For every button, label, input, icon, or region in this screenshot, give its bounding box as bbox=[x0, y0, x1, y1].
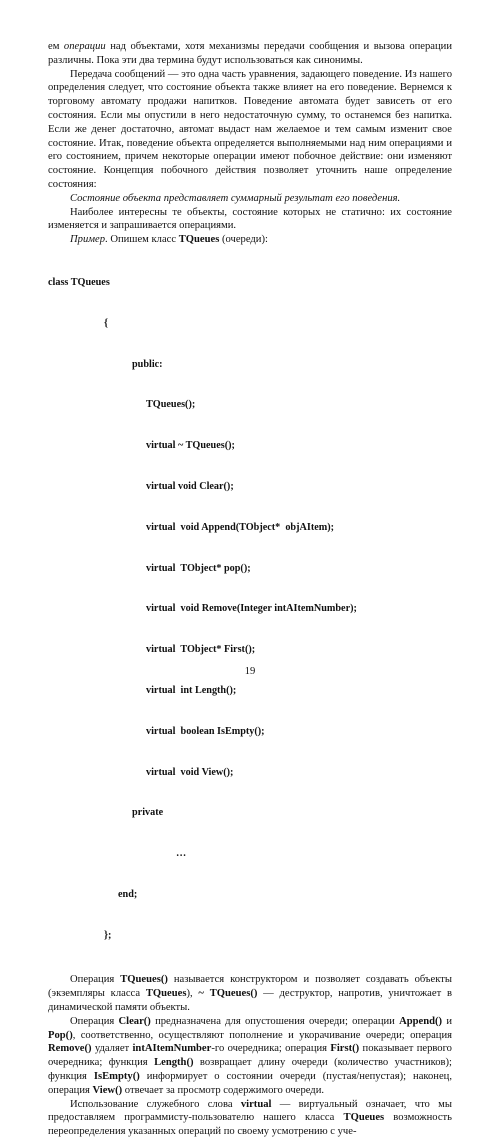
page-body bbox=[48, 40, 452, 1139]
code-term: First() bbox=[330, 1043, 360, 1055]
code-term: TQueues bbox=[145, 988, 187, 1000]
code-term: View() bbox=[92, 1084, 123, 1096]
text-run: показывает первого очередника; функция bbox=[48, 1043, 452, 1069]
text-run: -го очередника; операция bbox=[211, 1043, 331, 1055]
code-term: Remove() bbox=[48, 1043, 92, 1055]
code-term: Length() bbox=[154, 1057, 194, 1069]
code-line: virtual TObject* pop(); bbox=[146, 562, 251, 574]
paragraph-interesting-objects: Наиболее интересны те объекты, состояние которых не статично: их состояние изменяется и запрашивается операциями. bbox=[48, 206, 452, 232]
code-line: virtual void Remove(Integer intAItemNumber); bbox=[146, 603, 357, 615]
paragraph-constructor bbox=[48, 973, 452, 1014]
code-term: virtual bbox=[240, 1098, 272, 1110]
code-line: class TQueues bbox=[48, 277, 110, 289]
code-line: virtual void Append(TObject* objAItem); bbox=[146, 521, 335, 533]
definition-italic bbox=[48, 192, 452, 206]
text-run: Использование служебного слова bbox=[70, 1098, 241, 1110]
code-line: … bbox=[176, 848, 187, 860]
text-run: . Опишем класс bbox=[105, 234, 179, 246]
code-line: virtual void View(); bbox=[146, 766, 234, 778]
code-term: IsEmpty() bbox=[93, 1071, 140, 1082]
definition-text: Состояние объекта представляет суммарный результат его поведения. bbox=[70, 192, 401, 204]
class-name: TQueues bbox=[178, 234, 220, 246]
paragraph-example-intro bbox=[48, 233, 452, 247]
code-line: }; bbox=[104, 929, 112, 941]
code-line: virtual TObject* First(); bbox=[146, 644, 256, 656]
text-run: информирует о состоянии очереди (пустая/непустая); наконец, операция bbox=[48, 1071, 452, 1096]
paragraph-operations bbox=[48, 1015, 452, 1098]
text-run: и bbox=[442, 1015, 452, 1027]
code-term: TQueues bbox=[343, 1112, 385, 1124]
text-run: ем bbox=[48, 41, 64, 52]
code-line: end; bbox=[118, 888, 138, 900]
text-run: — виртуальный означает, что мы предоставляем программисту-пользователю нашего класса bbox=[48, 1098, 452, 1124]
text-run: , соответственно, осуществляют пополнение и укорачивание очереди; операция bbox=[72, 1029, 452, 1041]
code-line: virtual void Clear(); bbox=[146, 481, 234, 493]
emphasis-term: операции bbox=[63, 41, 106, 52]
code-line: virtual boolean IsEmpty(); bbox=[146, 725, 265, 737]
text-run: Операция bbox=[70, 1015, 119, 1027]
paragraph-virtual bbox=[48, 1098, 452, 1139]
text-run: ), bbox=[186, 988, 199, 1000]
text-run: Операция bbox=[70, 974, 121, 986]
code-line: { bbox=[104, 317, 109, 329]
paragraph-continuation bbox=[48, 40, 452, 68]
code-line: virtual ~ TQueues(); bbox=[146, 440, 235, 452]
text-run: удаляет bbox=[91, 1043, 133, 1055]
code-line: private bbox=[132, 807, 164, 819]
example-label: Пример bbox=[70, 234, 106, 246]
code-term: intAItemNumber bbox=[132, 1043, 212, 1055]
code-term: Pop() bbox=[48, 1029, 73, 1041]
text-run: (очереди): bbox=[219, 234, 268, 246]
code-line: virtual int Length(); bbox=[146, 684, 237, 696]
text-run: предназначена для опустошения очереди; операции bbox=[150, 1015, 400, 1027]
text-run: отвечает за просмотр содержимого очереди. bbox=[122, 1084, 325, 1096]
text-run: — деструктор, напротив, уничтожает в динамической памяти объекты. bbox=[48, 988, 452, 1014]
code-term: Clear() bbox=[118, 1015, 151, 1027]
code-term: TQueues() bbox=[120, 974, 168, 986]
paragraph-message-passing: Передача сообщений — это одна часть уравнения, задающего поведение. Из нашего определения следует, что состояние объекта также влияет на его поведение. Вернемся к торговому автомату продажи напитков. Поведение автомата будет зависеть от его состояния. Если мы опустили в него недостаточную сумму, то останемся без напитка. Если же денег достаточно, автомат выдаст нам желаемое и тем самым изменит свое состояние. Итак, поведение объекта определяется выполняемыми над ним операциями и его состоянием, причем некоторые операции имеют побочное действие: они изменяют состояние. Концепция побочного действия позволяет уточнить наше определение состояния: bbox=[48, 68, 452, 190]
text-run: называется конструктором и позволяет создавать объекты (экземпляры класса bbox=[48, 974, 452, 1000]
page-number: 19 bbox=[244, 666, 256, 677]
text-run: над объектами, хотя механизмы передачи сообщения и вызова операции различны. Пока эти два термина будут использоваться как синонимы. bbox=[48, 41, 452, 66]
code-term: ~ TQueues() bbox=[198, 988, 258, 1000]
code-listing bbox=[48, 249, 452, 969]
text-run: возвращает длину очереди (количество участников); функция bbox=[48, 1057, 453, 1082]
code-line: public: bbox=[132, 358, 163, 370]
text-run: возможность переопределения указанных операций по своему усмотрению с уче- bbox=[48, 1112, 453, 1138]
code-line: TQueues(); bbox=[146, 399, 196, 411]
code-term: Append() bbox=[399, 1015, 443, 1027]
